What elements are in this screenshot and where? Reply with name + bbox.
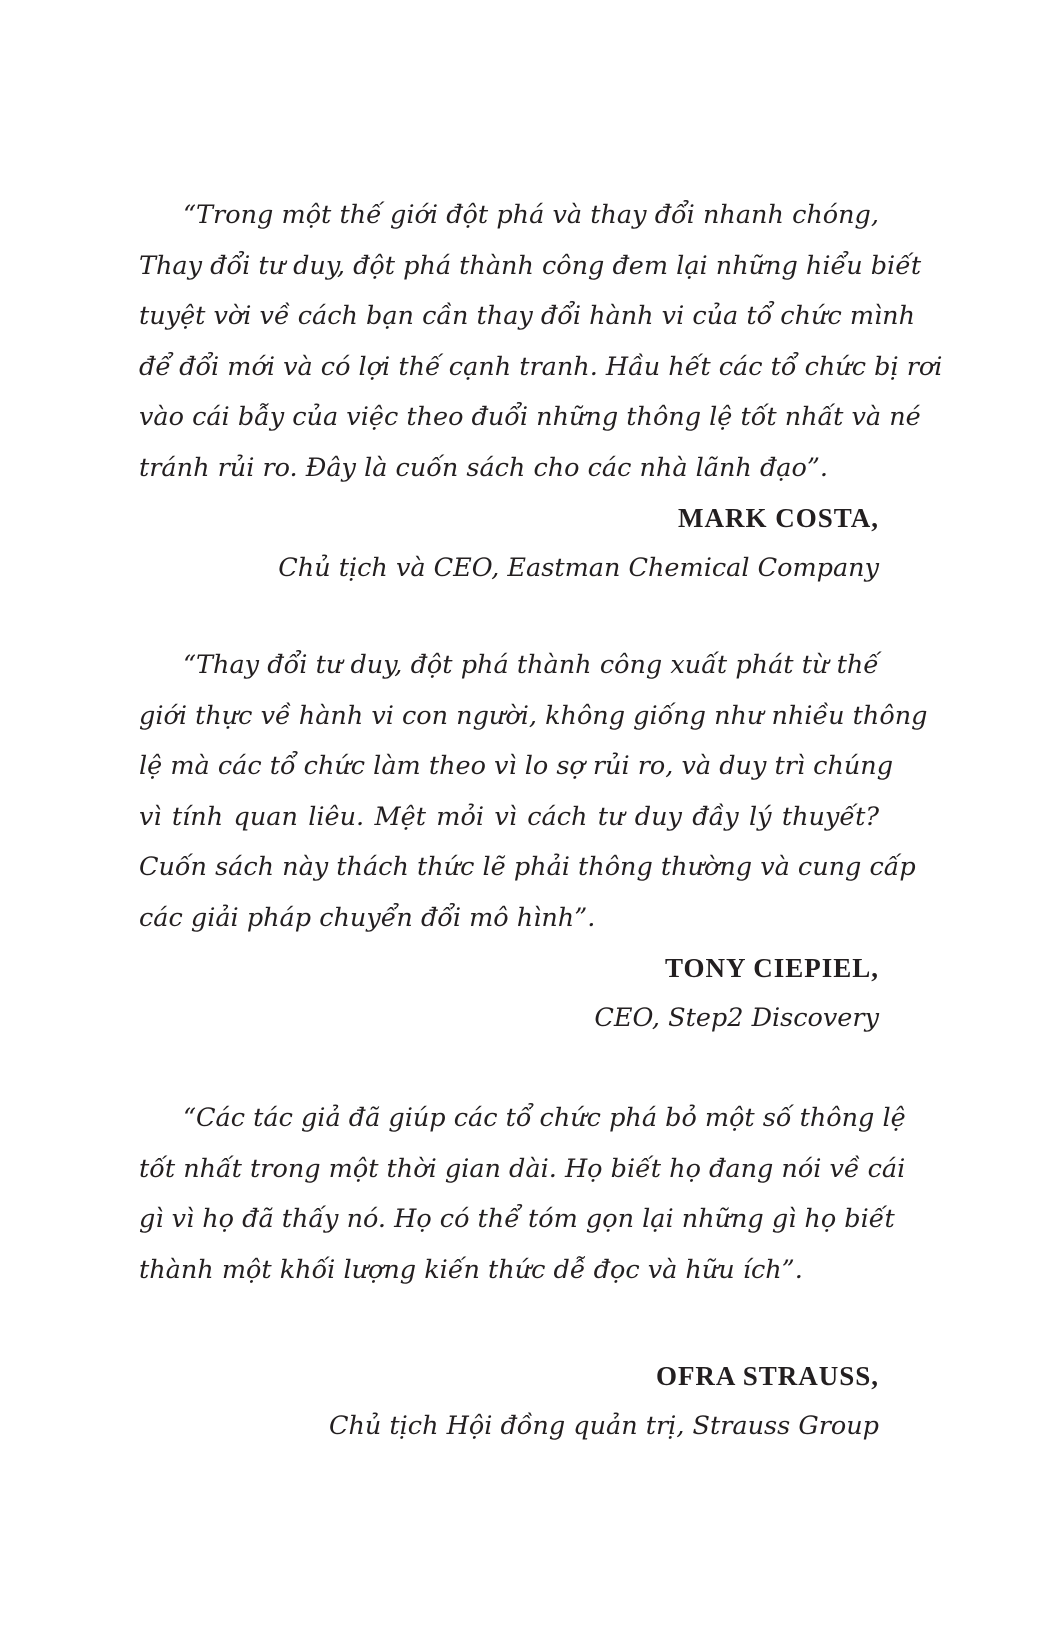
quote-text [139,1093,906,1295]
quote-line: tốt nhất trong một thời gian dài. Họ biết họ đang nói về cái [139,1153,906,1184]
quote-line: gì vì họ đã thấy nó. Họ có thể tóm gọn lại những gì họ biết [139,1204,895,1234]
author-role: Chủ tịch và CEO, Eastman Chemical Company [278,553,879,583]
quote-line: thành một khối lượng kiến thức dễ đọc và hữu ích”. [139,1254,803,1285]
author-name: MARK COSTA, [677,503,879,533]
quote-line: tránh rủi ro. Đây là cuốn sách cho các nhà lãnh đạo”. [139,452,828,483]
quote-line: “Các tác giả đã giúp các tổ chức phá bỏ một số thông lệ [183,1103,906,1133]
endorsement-ofra-strauss [139,1093,906,1451]
author-role: Chủ tịch Hội đồng quản trị, Strauss Group [328,1411,879,1441]
quote-text [139,640,928,943]
quote-paragraph [139,640,928,943]
quote-line: giới thực về hành vi con người, không giống như nhiều thông [139,700,928,731]
quote-paragraph [139,190,943,493]
author-role: CEO, Step2 Discovery [594,1003,879,1033]
endorsement-tony-ciepiel [139,640,928,1043]
author-name: TONY CIEPIEL, [664,953,879,983]
author-name: OFRA STRAUSS, [655,1361,879,1391]
quote-text [139,190,943,493]
quote-line: Cuốn sách này thách thức lẽ phải thông thường và cung cấp [139,852,916,882]
quote-line: vào cái bẫy của việc theo đuổi những thông lệ tốt nhất và né [139,402,921,432]
quote-line: lệ mà các tổ chức làm theo vì lo sợ rủi ro, và duy trì chúng [139,751,894,781]
quote-line: “Trong một thế giới đột phá và thay đổi nhanh chóng, [183,200,879,230]
quote-line: vì tính quan liêu. Mệt mỏi vì cách tư duy đầy lý thuyết? [139,801,879,832]
quote-paragraph [139,1093,906,1295]
quote-line: các giải pháp chuyển đổi mô hình”. [139,902,596,933]
quote-line: tuyệt vời về cách bạn cần thay đổi hành vi của tổ chức mình [139,301,916,331]
endorsement-mark-costa [139,190,943,593]
quote-line: để đổi mới và có lợi thế cạnh tranh. Hầu hết các tổ chức bị rơi [139,351,943,382]
quote-line: Thay đổi tư duy, đột phá thành công đem lại những hiểu biết [139,250,922,281]
quote-line: “Thay đổi tư duy, đột phá thành công xuất phát từ thế [183,650,879,680]
